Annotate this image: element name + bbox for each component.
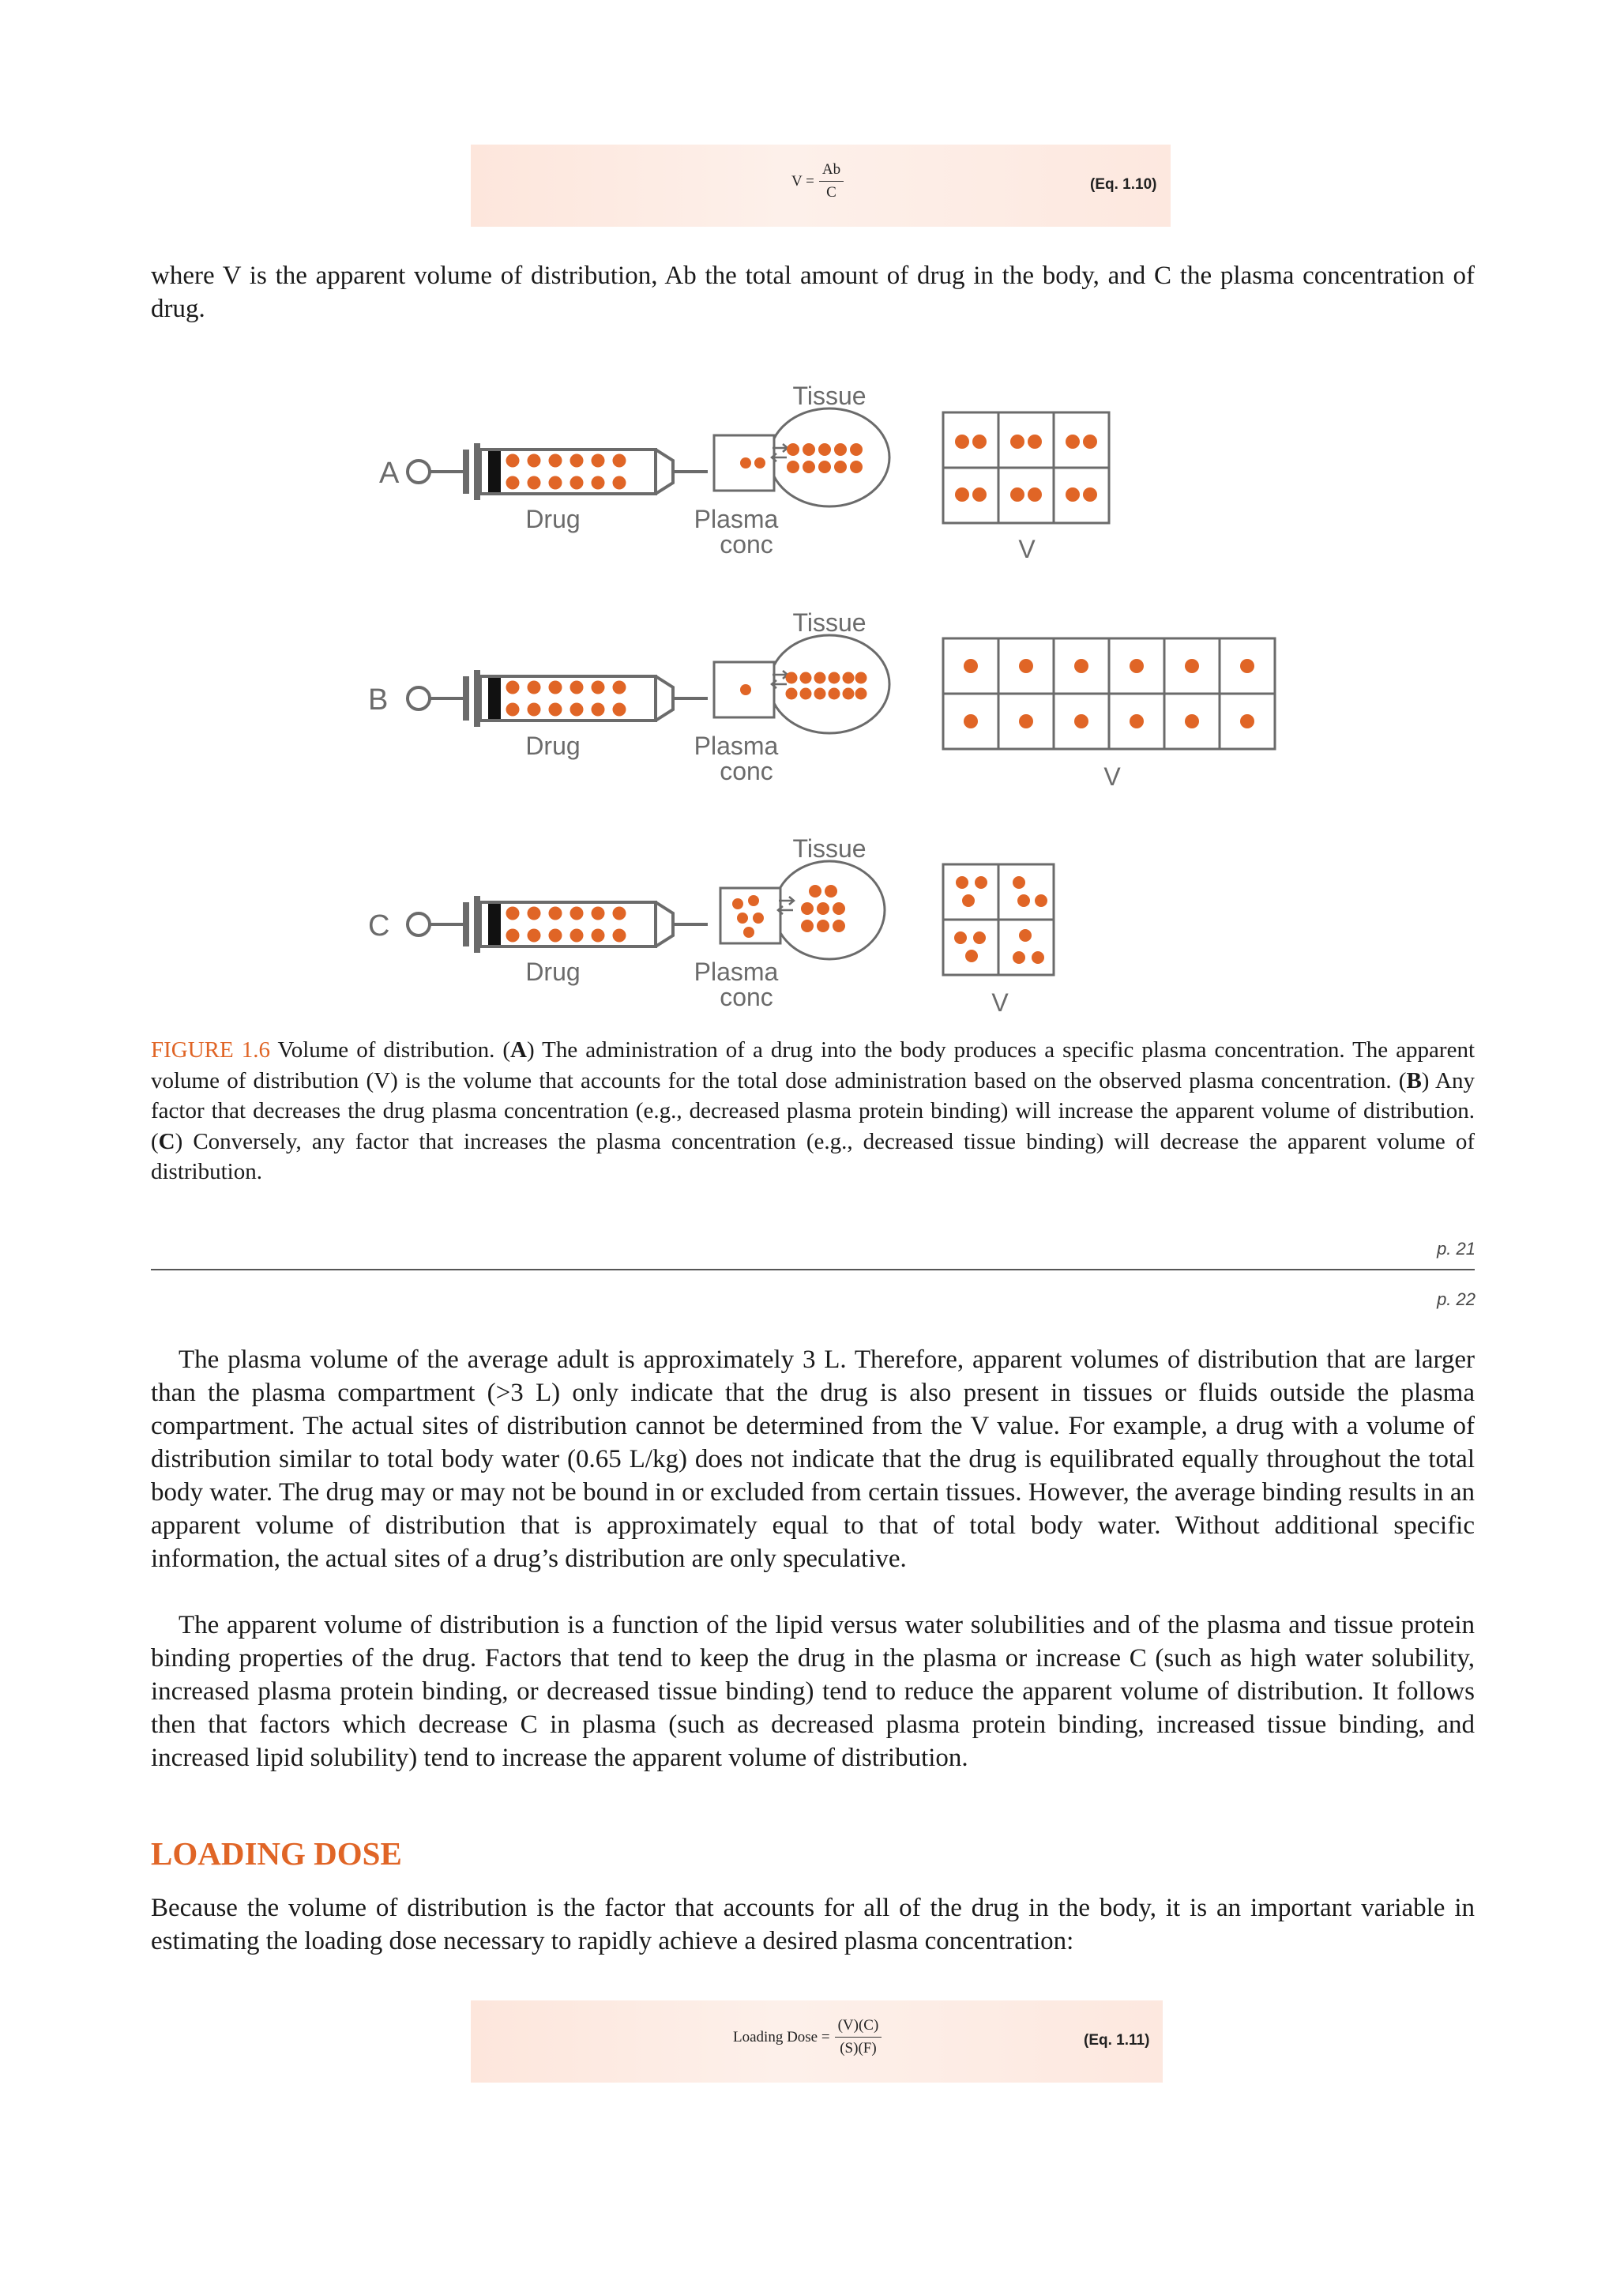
row-b-letter: B xyxy=(368,683,389,717)
paragraph-loading-dose: Because the volume of distribution is the factor that accounts for all of the drug in the body, it is an important variable in estimating the loading dose necessary to rapidly achieve a desired plasma concentration: xyxy=(151,1894,1475,1955)
caption-letter-a: A xyxy=(510,1037,527,1063)
row-a-letter: A xyxy=(379,457,400,490)
equation-1-lhs: V = xyxy=(791,172,814,190)
row-b-conc-label: conc xyxy=(720,757,773,785)
row-c-drug-label: Drug xyxy=(525,958,581,986)
row-a-volume-grid xyxy=(943,412,1109,523)
row-c-v-label: V xyxy=(991,988,1009,1017)
equation-2-formula xyxy=(733,2016,882,2058)
equation-1-denominator: C xyxy=(826,184,836,201)
caption-title: Volume of distribution. ( xyxy=(270,1037,511,1063)
page-number-22: p. 22 xyxy=(1437,1289,1476,1309)
row-a-syringe xyxy=(408,443,708,500)
row-a-plasma-label: Plasma xyxy=(694,505,779,533)
figure-row-c xyxy=(368,834,1054,1017)
figure-row-b xyxy=(368,608,1275,791)
row-b-syringe xyxy=(408,670,708,727)
intro-text: where V is the apparent volume of distribution, Ab the total amount of drug in the body, and C the plasma concentration of drug. xyxy=(151,262,1475,323)
row-b-drug-label: Drug xyxy=(525,732,581,760)
paragraph-apparent-volume: The apparent volume of distribution is a function of the lipid versus water solubilities and of the plasma and tissue protein binding properties of the drug. Factors that tend to keep the drug in the plasma or increase C (such as high water solubility, increased plasma protein binding, or decreased tissue binding) tend to reduce the apparent volume of distribution. It follows then that factors which decrease C in plasma (such as decreased plasma protein binding, increased tissue binding, and increased lipid solubility) tend to increase the apparent volume of distribution. xyxy=(151,1611,1475,1772)
page-number-21: p. 21 xyxy=(1437,1239,1476,1259)
row-a-v-label: V xyxy=(1018,535,1036,563)
row-a-plasma-tissue xyxy=(714,408,889,506)
equation-2-number: (Eq. 1.11) xyxy=(1084,2032,1150,2049)
row-b-volume-grid xyxy=(943,638,1275,749)
caption-text-b: ) Any factor that decreases the drug plasma concentration (e.g., decreased plasma protein binding) will increase the apparent volume of distribution. ( xyxy=(151,1067,1476,1154)
caption-letter-c: C xyxy=(158,1128,175,1154)
page-divider xyxy=(151,1269,1475,1270)
row-a-drug-label: Drug xyxy=(525,505,581,533)
equation-2-lhs: Loading Dose = xyxy=(733,2028,830,2045)
figure-caption xyxy=(151,1035,1475,1187)
row-c-volume-grid xyxy=(943,864,1054,975)
equation-1-number: (Eq. 1.10) xyxy=(1090,176,1157,193)
row-a-tissue-label: Tissue xyxy=(792,382,867,410)
row-a-conc-label: conc xyxy=(720,530,773,559)
paragraph-plasma-volume: The plasma volume of the average adult is approximately 3 L. Therefore, apparent volumes of distribution that are larger than the plasma compartment (>3 L) only indicate that the drug is also present in tissues or fluids outside the plasma compartment. The actual sites of distribution cannot be determined from the V value. For example, a drug with a volume of distribution similar to total body water (0.65 L/kg) does not indicate that the drug is equilibrated equally throughout the total body water. The drug may or may not be bound in or excluded from certain tissues. However, the average binding results in an apparent volume of distribution that is approximately equal to that of total body water. Without additional specific information, the actual sites of a drug’s distribution are only speculative. xyxy=(151,1345,1475,1573)
equation-box-2 xyxy=(471,2000,1163,2083)
row-c-plasma-label: Plasma xyxy=(694,958,779,986)
figure-1-6 xyxy=(0,0,1624,1027)
row-b-v-label: V xyxy=(1103,762,1121,791)
section-heading-loading-dose: LOADING DOSE xyxy=(151,1835,402,1872)
row-b-plasma-tissue xyxy=(714,635,889,733)
row-c-tissue-label: Tissue xyxy=(792,834,867,863)
equation-2-denominator: (S)(F) xyxy=(840,2040,877,2057)
equation-1-numerator: Ab xyxy=(819,160,844,182)
caption-text-c: ) Conversely, any factor that increases the plasma concentration (e.g., decreased tissue binding) will decrease the apparent volume of distribution. xyxy=(151,1128,1475,1184)
row-b-plasma-label: Plasma xyxy=(694,732,779,760)
equation-2-numerator: (V)(C) xyxy=(835,2016,882,2038)
row-c-plasma-tissue xyxy=(720,861,885,959)
row-c-conc-label: conc xyxy=(720,983,773,1011)
row-b-tissue-label: Tissue xyxy=(792,608,867,637)
figure-row-a xyxy=(379,382,1109,563)
figure-label: FIGURE 1.6 xyxy=(151,1037,270,1063)
row-c-letter: C xyxy=(368,909,390,943)
caption-letter-b: B xyxy=(1406,1067,1422,1093)
caption-text-a: ) The administration of a drug into the body produces a specific plasma concentration. The apparent volume of distribution (V) is the volume that accounts for the total dose administration based on the observed plasma concentration. ( xyxy=(151,1037,1476,1093)
row-c-syringe xyxy=(408,896,708,953)
